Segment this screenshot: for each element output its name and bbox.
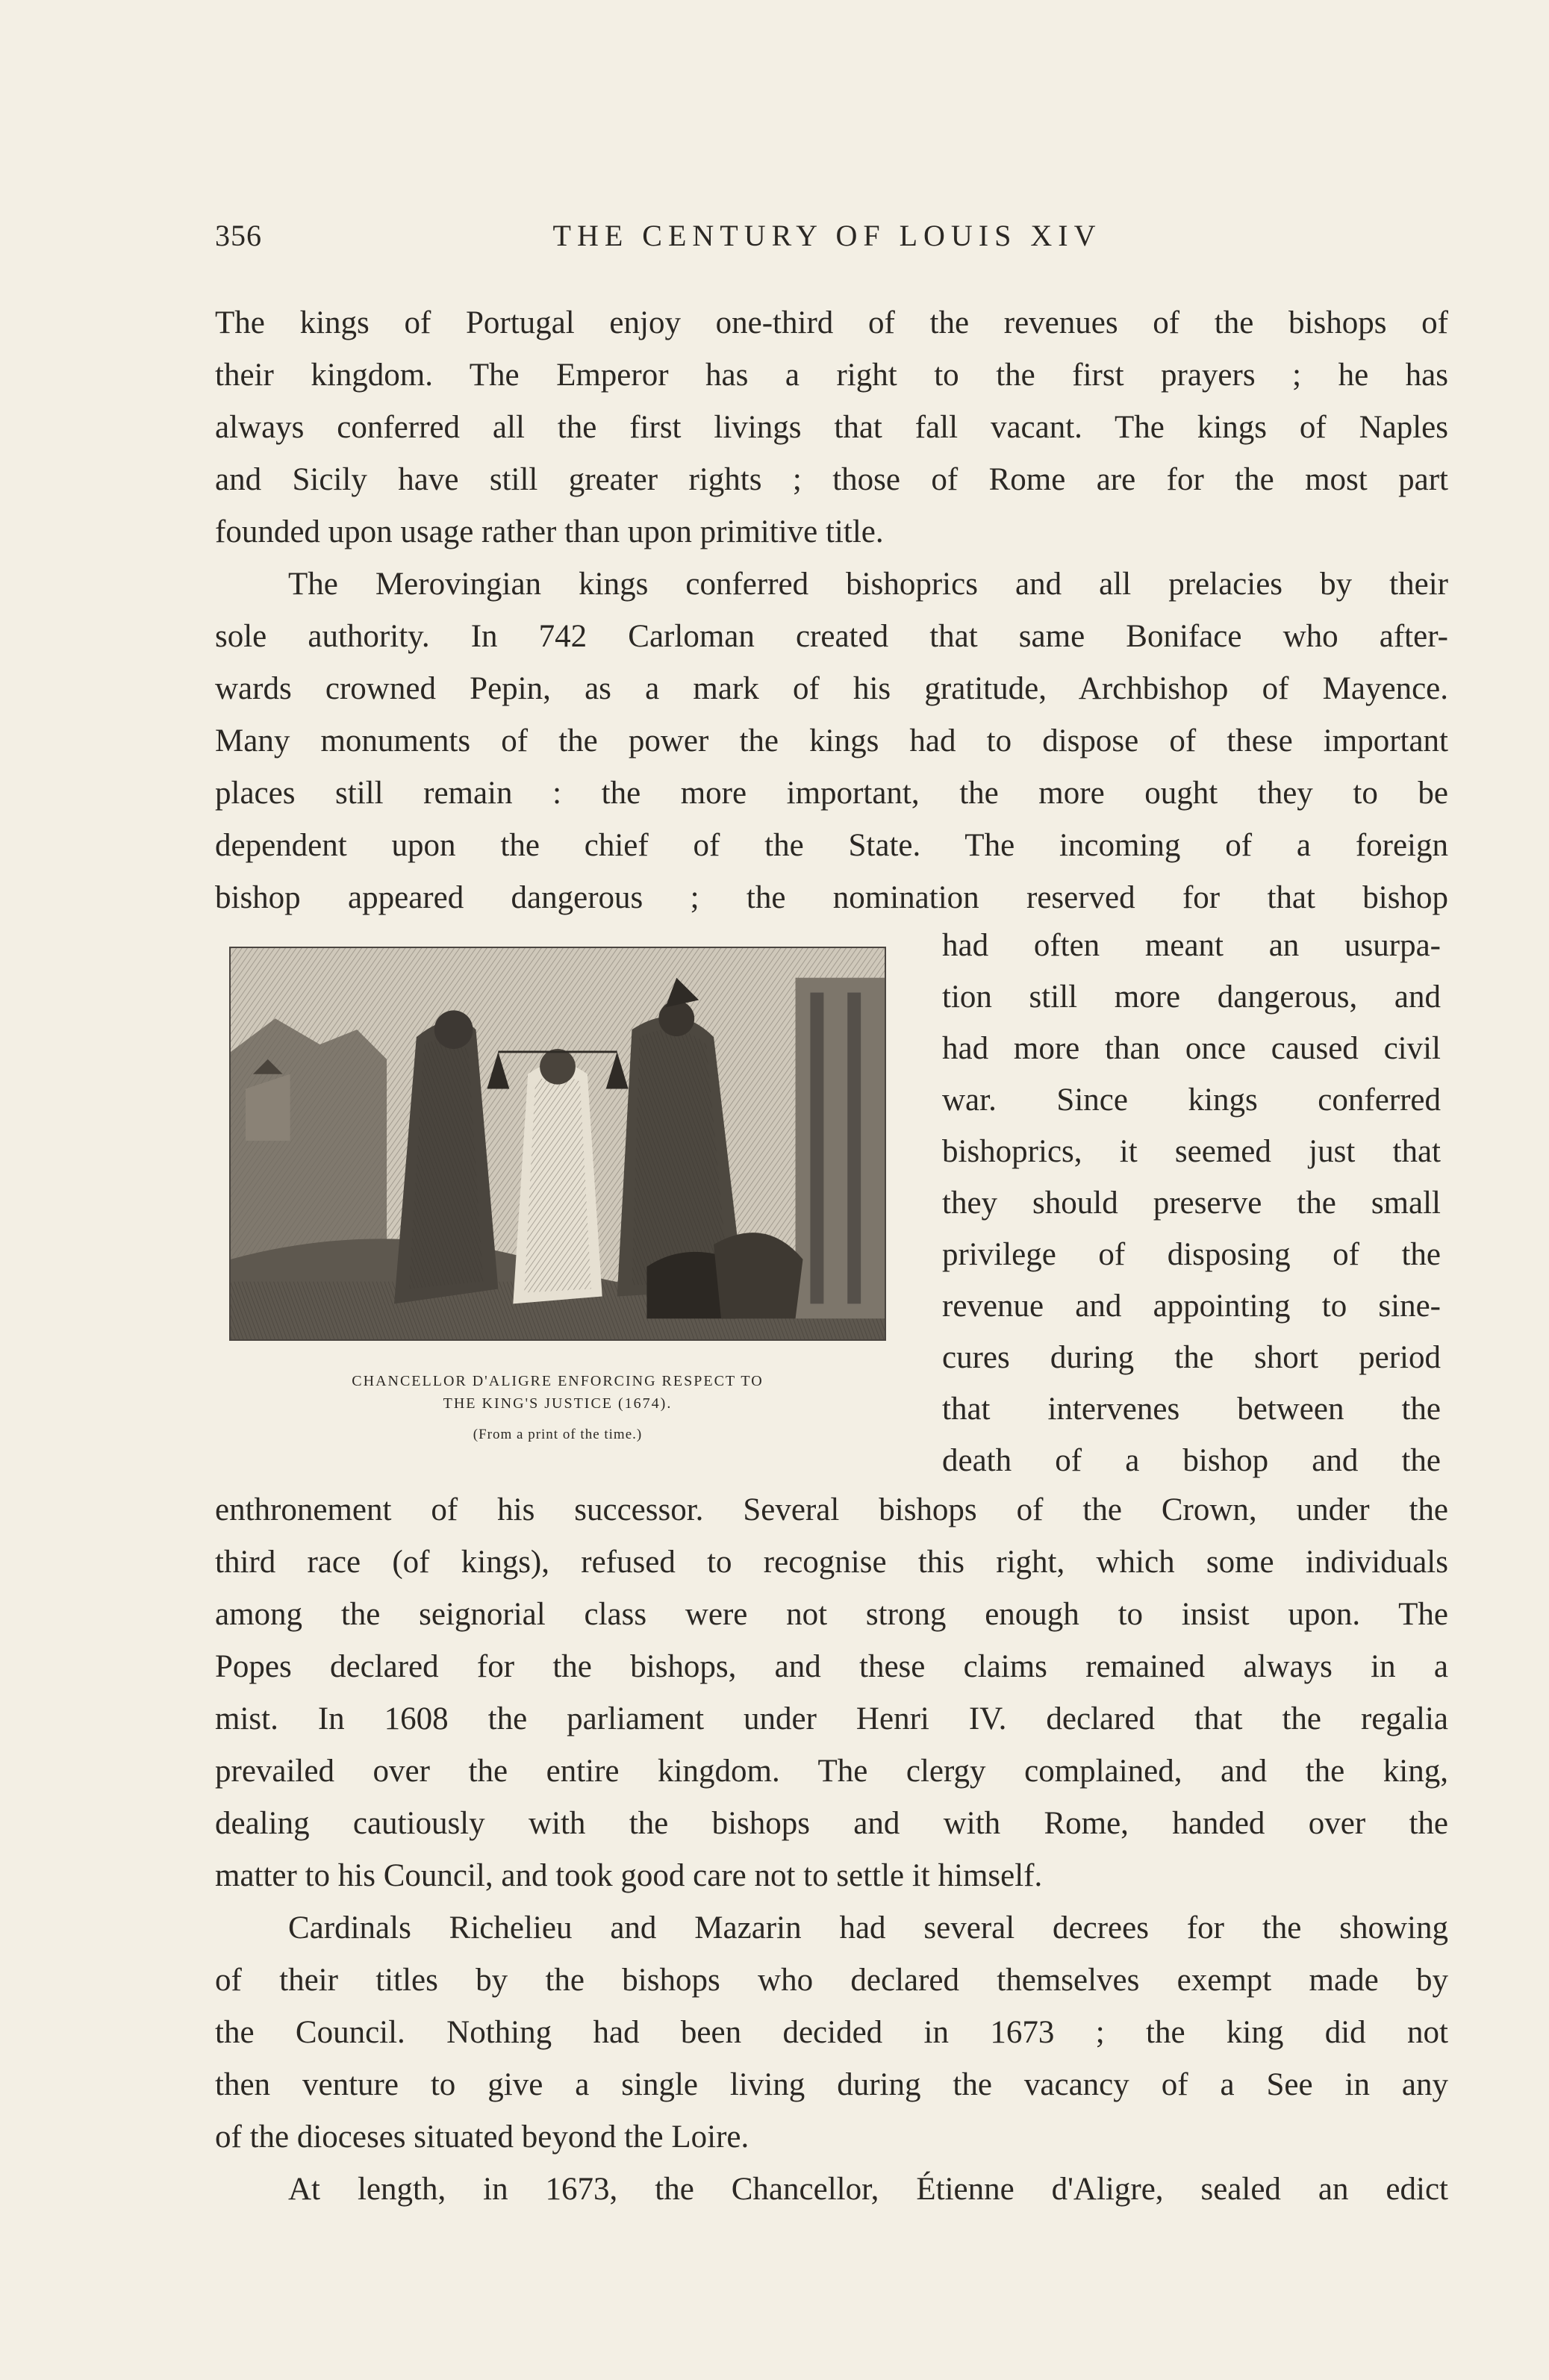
text-line: and Sicily have still greater rights ; those of Rome are for the most part xyxy=(215,462,1448,497)
figure-caption: CHANCELLOR D'ALIGRE ENFORCING RESPECT TO xyxy=(352,1373,764,1389)
text-line: Many monuments of the power the kings had to dispose of these important xyxy=(215,723,1448,758)
text-line: war. Since kings conferred xyxy=(942,1082,1441,1118)
text-line: sole authority. In 742 Carloman created that same Boniface who after- xyxy=(215,619,1448,654)
text-line: wards crowned Pepin, as a mark of his gratitude, Archbishop of Mayence. xyxy=(215,671,1448,706)
text-line: dependent upon the chief of the State. The incoming of a foreign xyxy=(215,828,1448,863)
text-line: death of a bishop and the xyxy=(942,1443,1441,1478)
text-line: bishoprics, it seemed just that xyxy=(942,1134,1441,1169)
text-line: the Council. Nothing had been decided in 1673 ; the king did not xyxy=(215,2015,1448,2050)
text-line: of their titles by the bishops who declared themselves exempt made by xyxy=(215,1963,1448,1998)
text-line: bishop appeared dangerous ; the nomination reserved for that bishop xyxy=(215,880,1448,915)
text-line: matter to his Council, and took good care not to settle it himself. xyxy=(215,1858,1043,1893)
text-line: enthronement of his successor. Several bishops of the Crown, under the xyxy=(215,1492,1448,1527)
text-line: they should preserve the small xyxy=(942,1186,1441,1221)
text-line: of the dioceses situated beyond the Loire. xyxy=(215,2119,749,2155)
paragraph-2-continued xyxy=(215,1484,1448,1902)
page-header xyxy=(215,218,1439,260)
paragraph-1 xyxy=(215,297,1448,558)
text-line: their kingdom. The Emperor has a right to the first prayers ; he has xyxy=(215,358,1448,393)
text-line: The kings of Portugal enjoy one-third of the revenues of the bishops of xyxy=(215,305,1448,340)
paragraph-3 xyxy=(215,1902,1448,2164)
text-line: cures during the short period xyxy=(942,1340,1441,1375)
figure-source-note: (From a print of the time.) xyxy=(473,1427,643,1442)
paragraph-2 xyxy=(215,558,1448,924)
text-line: The Merovingian kings conferred bishoprics and all prelacies by their xyxy=(288,567,1448,602)
paragraph-4 xyxy=(215,2164,1448,2216)
text-line: always conferred all the first livings that fall vacant. The kings of Naples xyxy=(215,410,1448,445)
text-line: tion still more dangerous, and xyxy=(942,979,1441,1015)
text-line: mist. In 1608 the parliament under Henri IV. declared that the regalia xyxy=(215,1701,1448,1736)
text-line: had more than once caused civil xyxy=(942,1031,1441,1066)
text-line: places still remain : the more important, the more ought they to be xyxy=(215,776,1448,811)
text-line: founded upon usage rather than upon primitive title. xyxy=(215,514,884,549)
text-line: then venture to give a single living during the vacancy of a See in any xyxy=(215,2067,1448,2102)
engraving-illustration xyxy=(229,947,886,1341)
text-line: revenue and appointing to sine- xyxy=(942,1289,1441,1324)
engraving-image xyxy=(231,948,885,1339)
figure-caption-line-2: THE KING'S JUSTICE (1674). xyxy=(443,1395,673,1412)
text-line: dealing cautiously with the bishops and with Rome, handed over the xyxy=(215,1806,1448,1841)
text-line: third race (of kings), refused to recognise this right, which some individuals xyxy=(215,1545,1448,1580)
text-line: had often meant an usurpa- xyxy=(942,928,1441,963)
text-line: Popes declared for the bishops, and these claims remained always in a xyxy=(215,1649,1448,1684)
running-title: THE CENTURY OF LOUIS XIV xyxy=(552,219,1102,252)
text-line: At length, in 1673, the Chancellor, Étienne d'Aligre, sealed an edict xyxy=(288,2172,1448,2207)
text-line: prevailed over the entire kingdom. The clergy complained, and the king, xyxy=(215,1754,1448,1789)
paragraph-2-wrap-column xyxy=(942,920,1441,1486)
text-line: privilege of disposing of the xyxy=(942,1237,1441,1272)
text-line: among the seignorial class were not strong enough to insist upon. The xyxy=(215,1597,1448,1632)
text-line: that intervenes between the xyxy=(942,1392,1441,1427)
page-number: 356 xyxy=(215,219,262,252)
text-line: Cardinals Richelieu and Mazarin had several decrees for the showing xyxy=(288,1910,1448,1946)
